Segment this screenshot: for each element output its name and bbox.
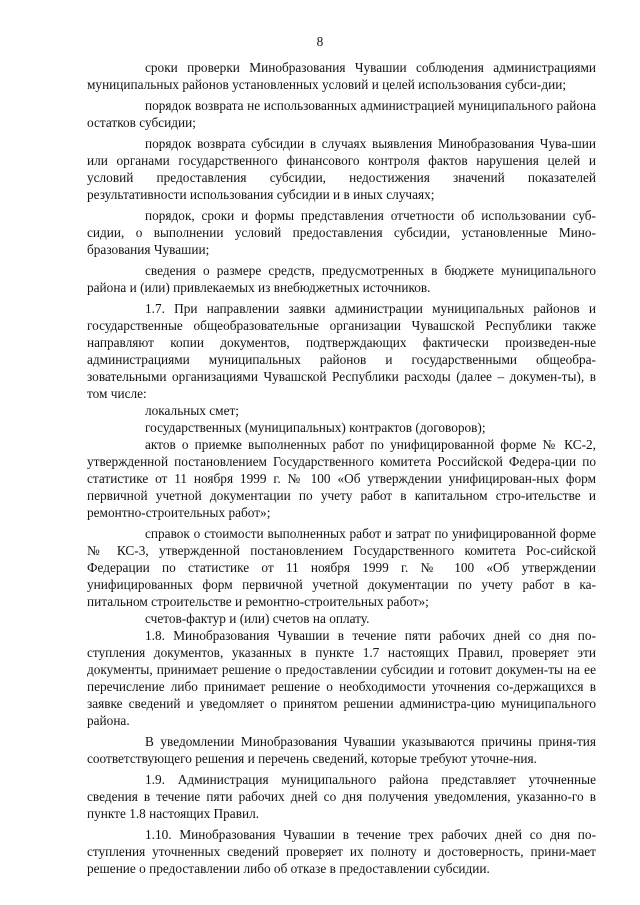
paragraph-check-terms: сроки проверки Минобразования Чувашии соблюдения администрациями муниципальных районов установленных условий и целей использования субси-дии; [87,60,596,92]
paragraph-notification: В уведомлении Минобразования Чувашии указываются причины приня-тия соответствующего решения и перечень сведений, которые требуют уточне-ния. [87,734,596,766]
paragraph-1-7: 1.7. При направлении заявки администрации муниципальных районов и государственные общеобразовательные организации Чувашской Республики также направляют копии документов, подтверждающих фактически произведен-ные администрациями муниципальных районов и государственными общеобра-зовательными организациями Чувашской Республики расходы (далее – докумен-ты), в том числе: [87,301,596,401]
paragraph-return-violations: порядок возврата субсидии в случаях выявления Минобразования Чува-шии или органами государственного финансового контроля фактов нарушения целей и условий предоставления субсидии, недостижения значений показателей результативности использования субсидии и в иных случаях; [87,136,596,202]
document-body [87,59,596,877]
paragraph-budget-info: сведения о размере средств, предусмотренных в бюджете муниципального района и (или) привлекаемых из внебюджетных источников. [87,263,596,295]
paragraph-reporting: порядок, сроки и формы представления отчетности об использовании суб-сидии, о выполнении условий предоставления субсидии, установленные Мино-бразования Чувашии; [87,208,596,257]
paragraph-return-remainders: порядок возврата не использованных администрацией муниципального района остатков субсидии; [87,98,596,130]
paragraph-1-10: 1.10. Минобразования Чувашии в течение трех рабочих дней со дня по-ступления уточненных сведений проверяет их полноту и достоверность, прини-мает решение о предоставлении либо об отказе в предоставлении субсидии. [87,827,596,876]
paragraph-1-9: 1.9. Администрация муниципального района представляет уточненные сведения в течение пяти рабочих дней со дня получения уведомления, указанно-го в пункте 1.8 настоящих Правил. [87,772,596,821]
paragraph-1-8: 1.8. Минобразования Чувашии в течение пяти рабочих дней со дня по-ступления документов, указанных в пункте 1.7 настоящих Правил, проверяет эти документы, принимает решение о предоставлении субсидии и готовит докумен-ты на ее перечисление либо принимает решение о необходимости уточнения со-держащихся в заявке сведений и уведомляет о принятом решении администра-цию муниципального района. [87,628,596,728]
list-item-contracts: государственных (муниципальных) контрактов (договоров); [145,420,486,435]
list-item-ks2-acts: актов о приемке выполненных работ по унифицированной форме № КС-2, утвержденной постановлением Государственного комитета Российской Федера-ции по статистике от 11 ноября 1999 г. № 100 «Об утверждении унифицирован-ных форм первичной учетной документации по учету работ в капитальном стро-ительстве и ремонтно-строительных работ»; [87,437,596,520]
list-item-estimates: локальных смет; [145,403,240,418]
list-item-invoices: счетов-фактур и (или) счетов на оплату. [145,611,370,626]
page-number: 8 [316,34,324,49]
list-item-ks3-certificates: справок о стоимости выполненных работ и затрат по унифицированной форме № КС-3, утвержденной постановлением Государственного комитета Рос-сийской Федерации по статистике от 11 ноября 1999 г. № 100 «Об утверждении унифицированных форм первичной учетной документации по учету работ в ка-питальном строительстве и ремонтно-строительных работ»; [87,526,596,609]
